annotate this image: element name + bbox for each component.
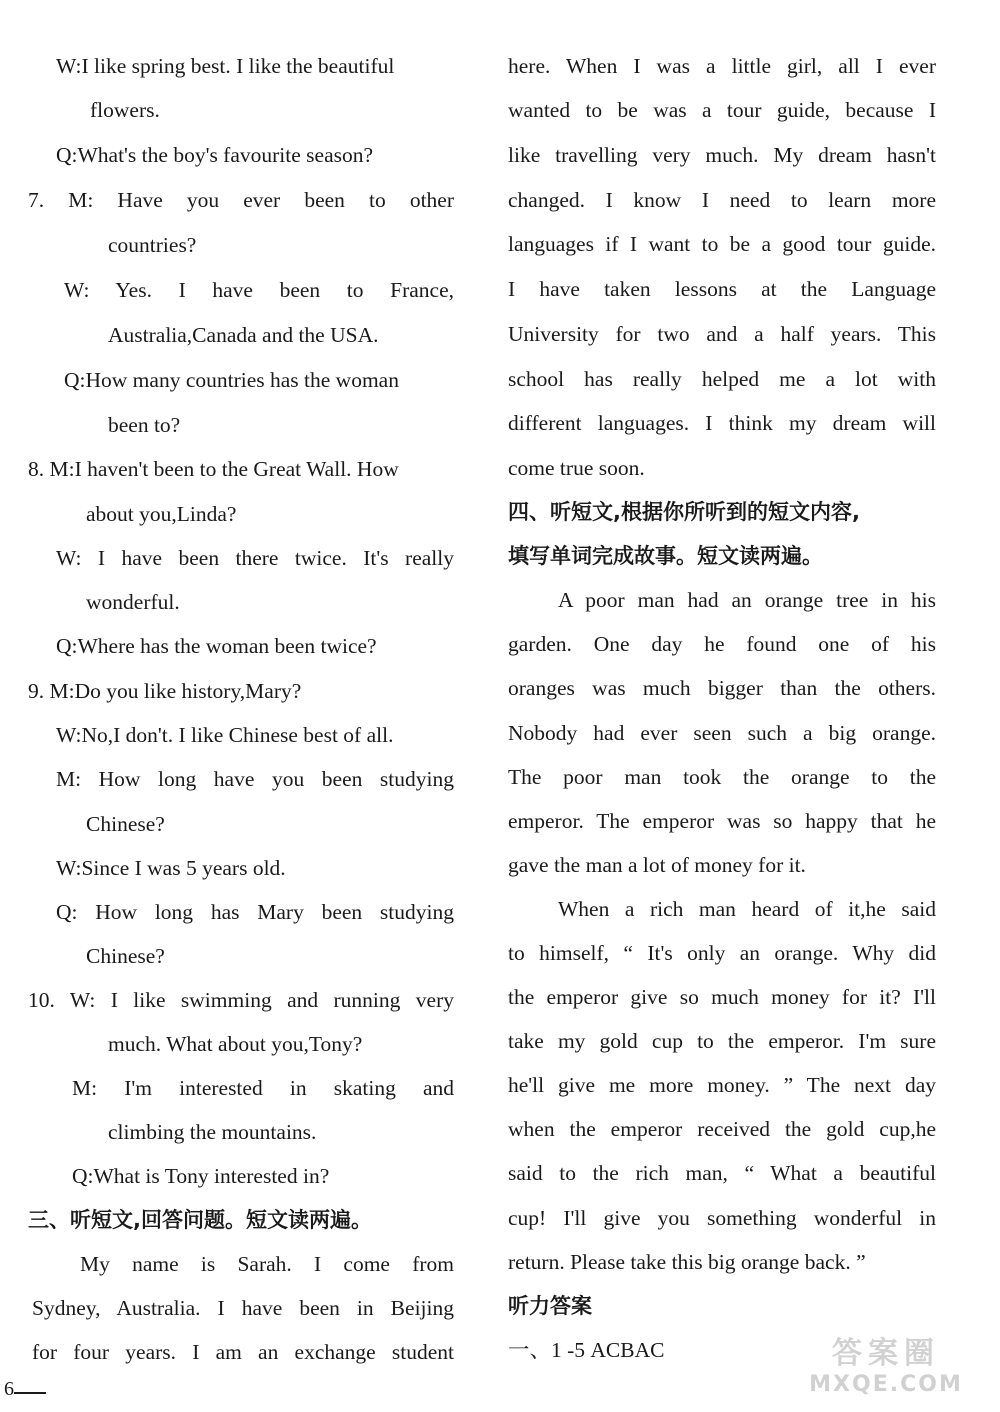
page-number-dash bbox=[14, 1392, 46, 1394]
section-4-heading: 四、听短文,根据你所听到的短文内容, bbox=[508, 500, 860, 524]
text-line: when the emperor received the gold cup,he bbox=[508, 1117, 936, 1141]
text-line: Chinese? bbox=[86, 944, 165, 968]
text-line: W:I like spring best. I like the beautiful bbox=[56, 54, 395, 78]
question-9: 9. M:Do you like history,Mary? bbox=[28, 679, 302, 703]
text-line: Q:How many countries has the woman bbox=[64, 368, 399, 392]
text-line: here. When I was a little girl, all I ever bbox=[508, 54, 936, 78]
text-line: W: I have been there twice. It's really bbox=[56, 546, 454, 570]
text-line: My name is Sarah. I come from bbox=[80, 1252, 454, 1276]
text-line: gave the man a lot of money for it. bbox=[508, 853, 806, 877]
watermark-text-bottom: MXQE.COM bbox=[809, 1372, 963, 1397]
text-line: Australia,Canada and the USA. bbox=[108, 323, 379, 347]
text-line: Q:What's the boy's favourite season? bbox=[56, 143, 374, 167]
answer-heading: 听力答案 bbox=[508, 1294, 592, 1318]
section-3-heading: 三、听短文,回答问题。短文读两遍。 bbox=[28, 1208, 372, 1232]
text-line: Sydney, Australia. I have been in Beijing bbox=[32, 1296, 454, 1320]
text-line: wonderful. bbox=[86, 590, 180, 614]
text-line: said to the rich man, “ What a beautiful bbox=[508, 1161, 936, 1185]
text-line: Q:What is Tony interested in? bbox=[72, 1164, 330, 1188]
text-line: M: I'm interested in skating and bbox=[72, 1076, 454, 1100]
page-number: 6 bbox=[4, 1378, 14, 1400]
question-7: 7. M: Have you ever been to other bbox=[28, 188, 454, 212]
text-line: he'll give me more money. ” The next day bbox=[508, 1073, 936, 1097]
text-line: much. What about you,Tony? bbox=[108, 1032, 363, 1056]
text-line: come true soon. bbox=[508, 456, 645, 480]
text-line: for four years. I am an exchange student bbox=[32, 1340, 454, 1364]
text-line: flowers. bbox=[90, 98, 160, 122]
text-line: M: How long have you been studying bbox=[56, 767, 454, 791]
text-line: take my gold cup to the emperor. I'm sure bbox=[508, 1029, 936, 1053]
watermark-text-top: 答案圈 bbox=[832, 1336, 940, 1371]
text-line: When a rich man heard of it,he said bbox=[558, 897, 936, 921]
text-line: W:No,I don't. I like Chinese best of all. bbox=[56, 723, 394, 747]
answer-line: 一、1 -5 ACBAC bbox=[508, 1338, 665, 1362]
text-line: garden. One day he found one of his bbox=[508, 632, 936, 656]
text-line: different languages. I think my dream will bbox=[508, 411, 936, 435]
question-8: 8. M:I haven't been to the Great Wall. How bbox=[28, 457, 399, 481]
text-line: Nobody had ever seen such a big orange. bbox=[508, 721, 936, 745]
text-line: school has really helped me a lot with bbox=[508, 367, 936, 391]
text-line: the emperor give so much money for it? I'll bbox=[508, 985, 936, 1009]
text-line: climbing the mountains. bbox=[108, 1120, 317, 1144]
text-line: A poor man had an orange tree in his bbox=[558, 588, 936, 612]
text-line: Chinese? bbox=[86, 812, 165, 836]
text-line: The poor man took the orange to the bbox=[508, 765, 936, 789]
section-4-heading-cont: 填写单词完成故事。短文读两遍。 bbox=[508, 544, 823, 568]
text-line: been to? bbox=[108, 413, 181, 437]
text-line: return. Please take this big orange back. ” bbox=[508, 1250, 866, 1274]
text-line: wanted to be was a tour guide, because I bbox=[508, 98, 936, 122]
text-line: I have taken lessons at the Language bbox=[508, 277, 936, 301]
text-line: languages if I want to be a good tour guide. bbox=[508, 232, 936, 256]
text-line: countries? bbox=[108, 233, 197, 257]
question-10: 10. W: I like swimming and running very bbox=[28, 988, 454, 1012]
watermark-logo bbox=[786, 1336, 986, 1402]
text-line: Q: How long has Mary been studying bbox=[56, 900, 454, 924]
text-line: like travelling very much. My dream hasn't bbox=[508, 143, 936, 167]
text-line: about you,Linda? bbox=[86, 502, 237, 526]
text-line: cup! I'll give you something wonderful in bbox=[508, 1206, 936, 1230]
text-line: changed. I know I need to learn more bbox=[508, 188, 936, 212]
text-line: Q:Where has the woman been twice? bbox=[56, 634, 377, 658]
text-line: to himself, “ It's only an orange. Why did bbox=[508, 941, 936, 965]
text-line: University for two and a half years. This bbox=[508, 322, 936, 346]
text-line: oranges was much bigger than the others. bbox=[508, 676, 936, 700]
text-line: W: Yes. I have been to France, bbox=[64, 278, 454, 302]
text-line: W:Since I was 5 years old. bbox=[56, 856, 286, 880]
text-line: emperor. The emperor was so happy that he bbox=[508, 809, 936, 833]
